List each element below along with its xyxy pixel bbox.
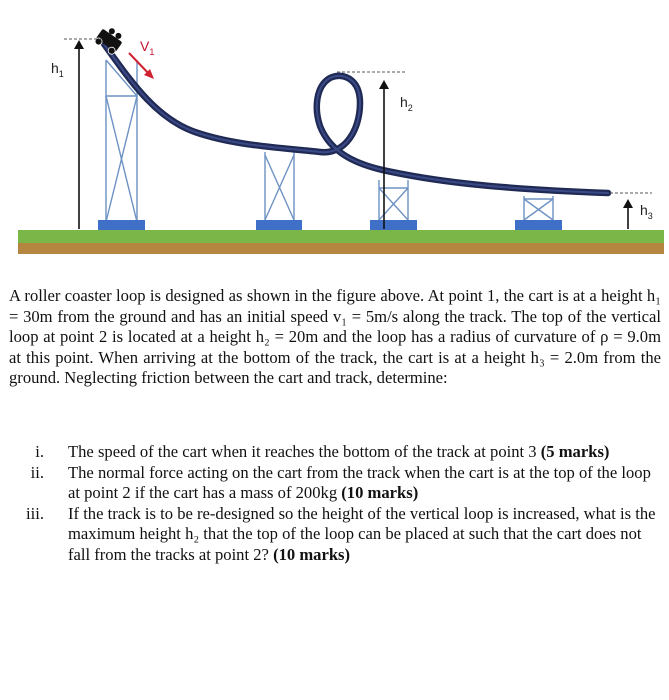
tower-3-base xyxy=(370,220,417,230)
roller-coaster-cart xyxy=(93,24,126,56)
question-item xyxy=(0,504,669,566)
question-item xyxy=(0,442,669,463)
h2-label: $h_2$ xyxy=(400,94,413,113)
question-number: i. xyxy=(35,442,44,461)
question-number: ii. xyxy=(30,462,44,482)
h1-arrowhead xyxy=(74,40,84,49)
question-item xyxy=(0,463,669,504)
tower-4-base xyxy=(515,220,562,230)
question-number: iii. xyxy=(26,503,44,523)
support-tower-4 xyxy=(524,196,553,220)
ground-soil xyxy=(18,243,664,254)
question-marks: (10 marks) xyxy=(273,544,351,564)
question-marks: (5 marks) xyxy=(540,442,610,461)
v1-label: $V_1$ xyxy=(140,38,155,57)
h1-label: $h_1$ xyxy=(51,60,64,79)
question-text: The speed of the cart when it reaches the bottom of the track at point 3 xyxy=(68,442,541,461)
h3-label: $h_3$ xyxy=(640,202,653,221)
problem-statement: A roller coaster loop is designed as shown in the figure above. At point 1, the cart is at a height h₁ = 30m from the ground and has an initial speed v₁ = 5m/s along the track. The top of the vertical loop at point 2 is located at a height h₂ = 20m and the loop has a radius of curvature of ρ = 9.0m at this point. When arriving at the bottom of the track, the cart is at a height h₃ = 2.0m from the ground. Neglecting friction between the cart and track, determine: xyxy=(9,286,661,387)
h3-arrowhead xyxy=(623,199,633,208)
question-text: The normal force acting on the cart from the track when the cart is at the top of the loop at point 2 if the cart has a mass of 200kg xyxy=(68,462,651,502)
tower-1-base xyxy=(98,220,145,230)
v1-arrow xyxy=(129,53,150,75)
question-text: If the track is to be re-designed so the height of the vertical loop is increased, what is the maximum height h₂ that the top of the loop can be placed at such that the cart does not fall from the tracks at point 2? xyxy=(68,503,656,564)
tower-2-base xyxy=(256,220,302,230)
roller-coaster-track xyxy=(104,44,608,193)
ground-grass xyxy=(18,230,664,243)
h2-arrowhead xyxy=(379,80,389,89)
support-tower-2 xyxy=(265,152,294,220)
question-marks: (10 marks) xyxy=(341,483,419,502)
question-list xyxy=(0,442,669,565)
roller-coaster-figure xyxy=(0,0,669,270)
